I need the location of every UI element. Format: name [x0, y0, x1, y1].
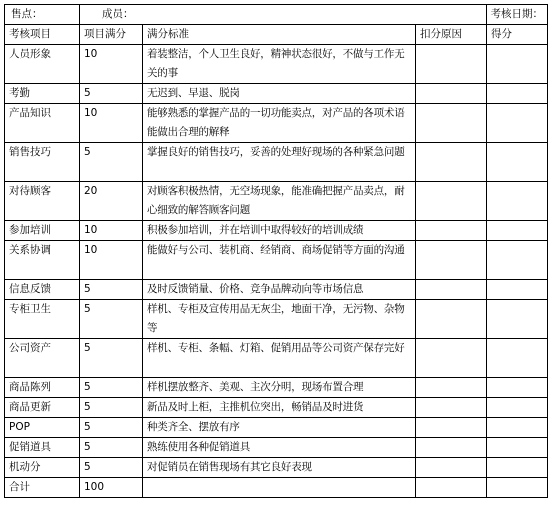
table-row	[5, 45, 548, 84]
table-row	[5, 458, 548, 478]
header-row	[5, 25, 548, 45]
deduction-reason-cell[interactable]	[416, 398, 487, 418]
table-row	[5, 438, 548, 458]
standard-text: 着装整洁，个人卫生良好，精神状态很好，不做与工作无关的事	[143, 45, 416, 84]
total-score-cell[interactable]	[487, 478, 548, 498]
score-cell[interactable]	[487, 438, 548, 458]
full-score: 10	[80, 45, 143, 84]
standard-text: 新品及时上柜，主推机位突出，畅销品及时进货	[143, 398, 416, 418]
deduction-reason-cell[interactable]	[416, 84, 487, 104]
table-row	[5, 398, 548, 418]
full-score: 5	[80, 438, 143, 458]
table-row	[5, 221, 548, 241]
item-name: 产品知识	[5, 104, 80, 143]
standard-text: 种类齐全、摆放有序	[143, 418, 416, 438]
score-cell[interactable]	[487, 418, 548, 438]
item-name: 商品陈列	[5, 378, 80, 398]
score-cell[interactable]	[487, 241, 548, 280]
member-label: 成员：	[80, 5, 487, 25]
total-label: 合计	[5, 478, 80, 498]
item-name: 商品更新	[5, 398, 80, 418]
item-name: POP	[5, 418, 80, 438]
full-score: 5	[80, 300, 143, 339]
standard-text: 对促销员在销售现场有其它良好表现	[143, 458, 416, 478]
info-row	[5, 5, 548, 25]
standard-text: 无迟到、早退、脱岗	[143, 84, 416, 104]
item-name: 关系协调	[5, 241, 80, 280]
item-name: 机动分	[5, 458, 80, 478]
deduction-reason-cell[interactable]	[416, 221, 487, 241]
store-label: 售点：	[5, 5, 80, 25]
total-deduction-cell[interactable]	[416, 478, 487, 498]
full-score: 10	[80, 241, 143, 280]
item-name: 促销道具	[5, 438, 80, 458]
table-row	[5, 104, 548, 143]
deduction-reason-cell[interactable]	[416, 458, 487, 478]
table-row	[5, 280, 548, 300]
item-name: 参加培训	[5, 221, 80, 241]
table-row	[5, 339, 548, 378]
standard-text: 掌握良好的销售技巧，妥善的处理好现场的各种紧急问题	[143, 143, 416, 182]
table-row	[5, 378, 548, 398]
score-cell[interactable]	[487, 378, 548, 398]
standard-text: 能做好与公司、装机商、经销商、商场促销等方面的沟通	[143, 241, 416, 280]
score-cell[interactable]	[487, 300, 548, 339]
full-score: 5	[80, 84, 143, 104]
deduction-reason-cell[interactable]	[416, 339, 487, 378]
standard-text: 积极参加培训，并在培训中取得较好的培训成绩	[143, 221, 416, 241]
deduction-reason-cell[interactable]	[416, 418, 487, 438]
item-name: 考勤	[5, 84, 80, 104]
full-score: 10	[80, 221, 143, 241]
item-name: 对待顾客	[5, 182, 80, 221]
column-header-standard: 满分标准	[143, 25, 416, 45]
standard-text: 对顾客积极热情，无空场现象，能准确把握产品卖点，耐心细致的解答顾客问题	[143, 182, 416, 221]
deduction-reason-cell[interactable]	[416, 143, 487, 182]
standard-text: 及时反馈销量、价格、竞争品牌动向等市场信息	[143, 280, 416, 300]
deduction-reason-cell[interactable]	[416, 182, 487, 221]
score-cell[interactable]	[487, 280, 548, 300]
full-score: 5	[80, 143, 143, 182]
table-row	[5, 418, 548, 438]
score-cell[interactable]	[487, 221, 548, 241]
deduction-reason-cell[interactable]	[416, 104, 487, 143]
score-cell[interactable]	[487, 45, 548, 84]
table-row	[5, 182, 548, 221]
full-score: 5	[80, 339, 143, 378]
column-header-deduction-reason: 扣分原因	[416, 25, 487, 45]
item-name: 人员形象	[5, 45, 80, 84]
item-name: 销售技巧	[5, 143, 80, 182]
total-standard-cell	[143, 478, 416, 498]
deduction-reason-cell[interactable]	[416, 280, 487, 300]
item-name: 信息反馈	[5, 280, 80, 300]
deduction-reason-cell[interactable]	[416, 241, 487, 280]
score-cell[interactable]	[487, 398, 548, 418]
date-label: 考核日期：	[487, 5, 548, 25]
full-score: 5	[80, 418, 143, 438]
deduction-reason-cell[interactable]	[416, 438, 487, 458]
table-row	[5, 300, 548, 339]
score-cell[interactable]	[487, 339, 548, 378]
item-name: 专柜卫生	[5, 300, 80, 339]
score-cell[interactable]	[487, 143, 548, 182]
score-cell[interactable]	[487, 104, 548, 143]
column-header-item: 考核项目	[5, 25, 80, 45]
table-row	[5, 241, 548, 280]
full-score: 20	[80, 182, 143, 221]
deduction-reason-cell[interactable]	[416, 300, 487, 339]
table-row	[5, 143, 548, 182]
score-cell[interactable]	[487, 458, 548, 478]
deduction-reason-cell[interactable]	[416, 45, 487, 84]
column-header-full-score: 项目满分	[80, 25, 143, 45]
standard-text: 熟练使用各种促销道具	[143, 438, 416, 458]
full-score: 10	[80, 104, 143, 143]
item-name: 公司资产	[5, 339, 80, 378]
total-row	[5, 478, 548, 498]
total-score: 100	[80, 478, 143, 498]
full-score: 5	[80, 378, 143, 398]
full-score: 5	[80, 458, 143, 478]
full-score: 5	[80, 280, 143, 300]
deduction-reason-cell[interactable]	[416, 378, 487, 398]
standard-text: 样机摆放整齐、美观、主次分明，现场布置合理	[143, 378, 416, 398]
evaluation-sheet	[4, 4, 548, 498]
standard-text: 样机、专柜、条幅、灯箱、促销用品等公司资产保存完好	[143, 339, 416, 378]
column-header-score: 得分	[487, 25, 548, 45]
full-score: 5	[80, 398, 143, 418]
score-cell[interactable]	[487, 84, 548, 104]
table-row	[5, 84, 548, 104]
standard-text: 能够熟悉的掌握产品的一切功能卖点，对产品的各项术语能做出合理的解释	[143, 104, 416, 143]
score-cell[interactable]	[487, 182, 548, 221]
standard-text: 样机、专柜及宣传用品无灰尘，地面干净，无污物、杂物等	[143, 300, 416, 339]
